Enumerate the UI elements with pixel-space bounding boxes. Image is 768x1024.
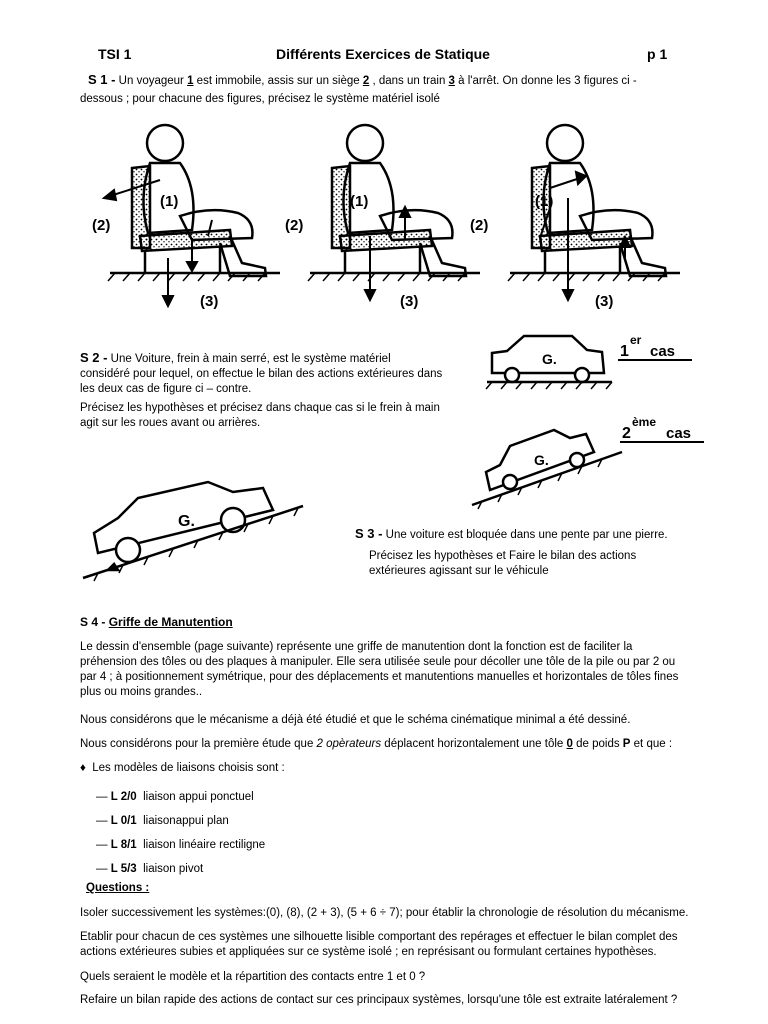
list-item: — L 8/1 liaison linéaire rectiligne xyxy=(96,839,266,851)
car-flat-figure xyxy=(482,328,707,398)
question-2: Etablir pour chacun de ces systèmes une silhouette lisible comportant des repérages et effectuer le bilan complet des actions extérieures subies et appliquées sur ce système isolé ; en représisant ou formulant certaines hypothèses. xyxy=(80,931,678,958)
fig1-label-train: (3) xyxy=(200,293,219,310)
fig2-label-train: (3) xyxy=(400,293,419,310)
case2-word: cas xyxy=(666,425,692,442)
s4-paragraph-2: Nous considérons que le mécanisme a déjà été étudié et que le schéma cinématique minimal a été dessiné. xyxy=(80,714,631,726)
fig1-label-passenger: (1) xyxy=(160,193,179,210)
s4-label: S 4 - xyxy=(80,615,106,629)
case2-number: 2 xyxy=(622,425,631,442)
s4-heading xyxy=(80,615,233,629)
s4-paragraph-3: Nous considérons pour la première étude que 2 opèrateurs déplacent horizontalement une tôle 0 de poids P et que : xyxy=(80,738,673,750)
car-pebble-figure xyxy=(78,478,348,588)
car3-cg-label: G. xyxy=(178,513,195,530)
s2-label: S 2 - xyxy=(80,350,108,365)
list-item: — L 0/1 liaisonappui plan xyxy=(96,815,229,827)
fig3-label-train: (3) xyxy=(595,293,614,310)
s1-label: S 1 - xyxy=(88,72,116,87)
s3-text: S 3 - Une voiture est bloquée dans une pente par une pierre. Précisez les hypothèses et Faire le bilan des actions extérieures agissant sur le véhicule xyxy=(355,526,668,577)
diamond-bullet-icon: ♦ xyxy=(80,762,86,774)
fig1-label-seat: (2) xyxy=(92,217,111,234)
page-title: Différents Exercices de Statique xyxy=(276,46,490,62)
list-item: — L 5/3 liaison pivot xyxy=(96,863,204,875)
list-item: — L 2/0 liaison appui ponctuel xyxy=(96,791,254,803)
question-3: Quels seraient le modèle et la répartition des contacts entre 1 et 0 ? xyxy=(80,971,426,983)
car2-cg-label: G. xyxy=(534,452,549,468)
s4-title: Griffe de Manutention xyxy=(108,615,233,629)
car1-cg-label: G. xyxy=(542,351,557,367)
case1-word: cas xyxy=(650,343,676,360)
question-1: Isoler successivement les systèmes:(0), (8), (2 + 3), (5 + 6 ÷ 7); pour établir la chronologie de résolution du mécanisme. xyxy=(80,907,689,919)
fig3-label-passenger: (1) xyxy=(535,193,554,210)
s2-text: S 2 - Une Voiture, frein à main serré, est le système matériel considéré pour lequel, on effectue le bilan des actions extérieures dans les deux cas de figure ci – contre. Précisez les hypothèses et précisez dans chaque cas si le frein à main agit sur les roues avant ou arrières. xyxy=(80,350,443,429)
case2-sup: ème xyxy=(632,415,657,429)
questions-label: Questions : xyxy=(86,882,150,894)
s3-label: S 3 - xyxy=(355,526,383,541)
liaison-list xyxy=(96,785,265,881)
seated-passenger-figures xyxy=(80,118,700,318)
page-number: p 1 xyxy=(647,46,668,62)
s1-text: S 1 - Un voyageur 1 est immobile, assis sur un siège 2 , dans un train 3 à l'arrêt. On donne les 3 figures ci - xyxy=(88,72,637,87)
fig2-label-passenger: (1) xyxy=(350,193,369,210)
header-course: TSI 1 xyxy=(98,46,132,62)
question-4: Refaire un bilan rapide des actions de contact sur ces principaux systèmes, lorsqu'une tôle est extraite latéralement ? xyxy=(80,994,678,1006)
fig2-label-seat: (2) xyxy=(285,217,304,234)
s4-paragraph-1: Le dessin d'ensemble (page suivante) représente une griffe de manutention dont la fonction est de faciliter la préhension des tôles ou des plaques à manipuler. Elle sera utilisée seule pour décoller une tôle de la pile ou par 2 ou par 4 ; à positionnement symétrique, pour des déplacements et manutentions manuelles et horizontales de tôles fines plus ou moins grandes.. xyxy=(80,641,679,698)
car-slope-figure xyxy=(462,410,712,520)
case1-sup: er xyxy=(630,333,642,347)
s4-bullet: ♦ Les modèles de liaisons choisis sont : xyxy=(80,762,285,774)
s1-line2: dessous ; pour chacune des figures, précisez le système matériel isolé xyxy=(80,93,440,105)
fig3-label-seat: (2) xyxy=(470,217,489,234)
case1-number: 1 xyxy=(620,343,629,360)
